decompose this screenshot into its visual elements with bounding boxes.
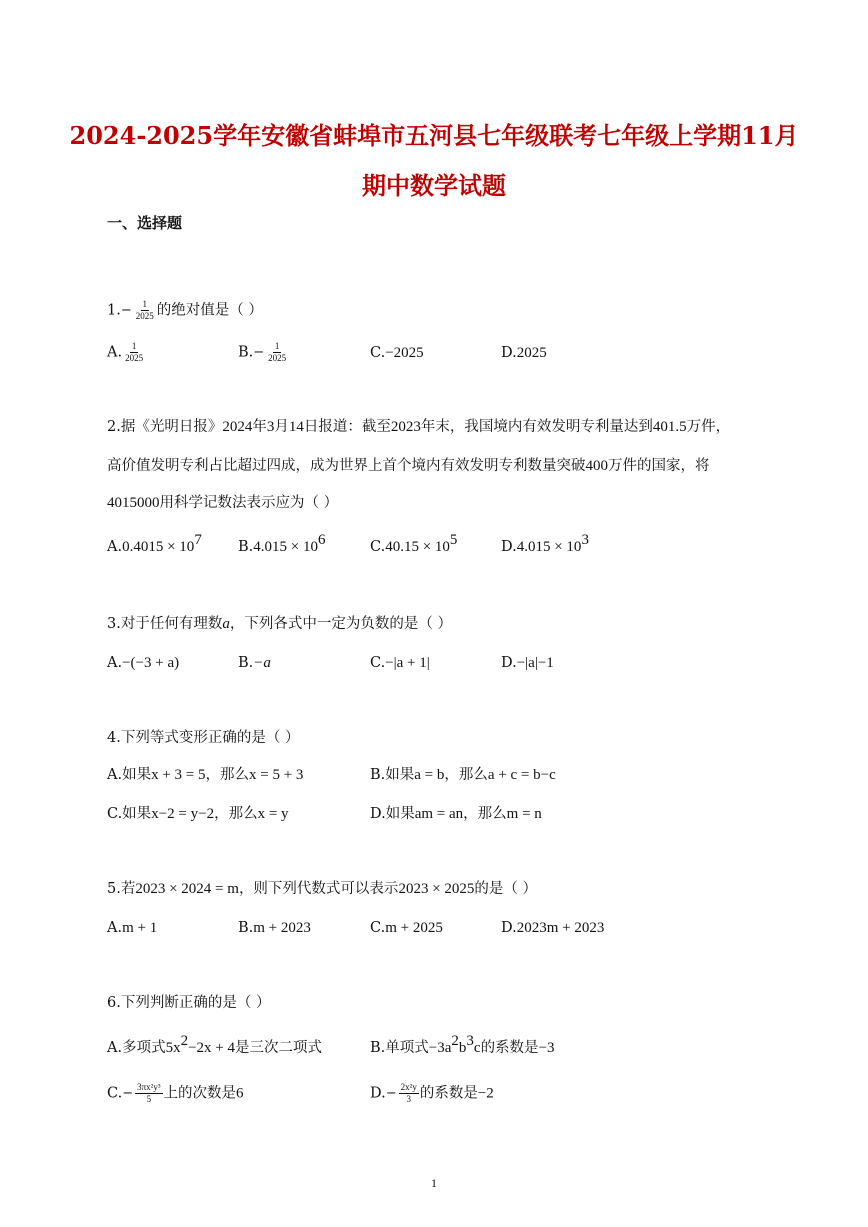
question-2-stem-line-3: 4015000用科学记数法表示应为（ ） xyxy=(107,495,339,511)
question-2-option-c: $C.40.15 \times 10^5$ xyxy=(370,532,458,555)
question-4-stem: 4.下列等式变形正确的是（ ） xyxy=(107,730,300,746)
question-4-option-b: B.如果a = b，那么a + c = b−c xyxy=(370,767,556,783)
question-1-stem: 1.− $\frac{1}{2025}$ 的绝对值是（ ） xyxy=(107,299,263,321)
question-5-option-d: D.2023m + 2023 xyxy=(501,920,605,936)
question-1-option-d: D.2025 xyxy=(501,345,547,361)
fraction: $\frac{1}{2025}$ xyxy=(135,299,154,321)
question-2-stem-line-2: 高价值发明专利占比超过四成，成为世界上首个境内有效发明专利数量突破400万件的国家，将 xyxy=(107,458,710,474)
question-3-stem: 3.对于任何有理数a，下列各式中一定为负数的是（ ） xyxy=(107,616,452,632)
question-1-option-b: B.− $\frac{1}{2025}$ xyxy=(238,341,287,363)
question-3-option-d: D.−|a|−1 xyxy=(501,655,554,671)
question-5-option-b: B.m + 2023 xyxy=(238,920,311,936)
question-6-option-d: D.− $\frac{\text{2x²y}}{3}$ 的系数是−2 xyxy=(370,1082,494,1104)
question-number: 1. xyxy=(107,302,121,319)
document-title-line-2: 期中数学试题 xyxy=(362,171,506,200)
question-1-option-c: C.−2025 xyxy=(370,345,424,361)
question-4-option-d: D.如果am = an，那么m = n xyxy=(370,806,542,822)
question-5-option-c: C.m + 2025 xyxy=(370,920,443,936)
question-5-option-a: A.m + 1 xyxy=(107,920,158,936)
question-2-option-a: $A.0.4015 \times 10^7$ xyxy=(107,532,202,555)
question-1-option-a: A. $\frac{1}{2025}$ xyxy=(107,341,144,363)
question-6-option-a: A.多项式$5x^2-2x + 4$是三次二项式 xyxy=(107,1033,323,1056)
question-2-stem-line-1: 2.据《光明日报》2024年3月14日报道：截至2023年末，我国境内有效发明专利量达到401.5万件， xyxy=(107,419,731,435)
question-6-option-b: B.单项式$-3a^2b^3c$的系数是−3 xyxy=(370,1033,555,1056)
question-3-option-c: C.−|a + 1| xyxy=(370,655,430,671)
question-6-stem: 6.下列判断正确的是（ ） xyxy=(107,995,271,1011)
question-4-option-c: C.如果x−2 = y−2，那么x = y xyxy=(107,806,289,822)
question-2-option-b: $B.4.015 \times 10^6$ xyxy=(238,532,326,555)
question-2-option-d: $D.4.015 \times 10^3$ xyxy=(501,532,589,555)
question-3-option-a: A.−(−3 + a) xyxy=(107,655,180,671)
question-3-option-b: B.−a xyxy=(238,655,271,671)
question-5-stem: 5.若2023 × 2024 = m，则下列代数式可以表示2023 × 2025的是（ ） xyxy=(107,881,538,897)
section-heading: 一、选择题 xyxy=(107,214,183,232)
question-4-option-a: A.如果x + 3 = 5，那么x = 5 + 3 xyxy=(107,767,304,783)
document-title-line-1: 2024-2025学年安徽省蚌埠市五河县七年级联考七年级上学期11月 xyxy=(69,121,799,150)
page-number: 1 xyxy=(431,1176,437,1190)
question-6-option-c: C.− $\frac{\text{3πx²y³}}{5}$ 上的次数是6 xyxy=(107,1082,244,1104)
